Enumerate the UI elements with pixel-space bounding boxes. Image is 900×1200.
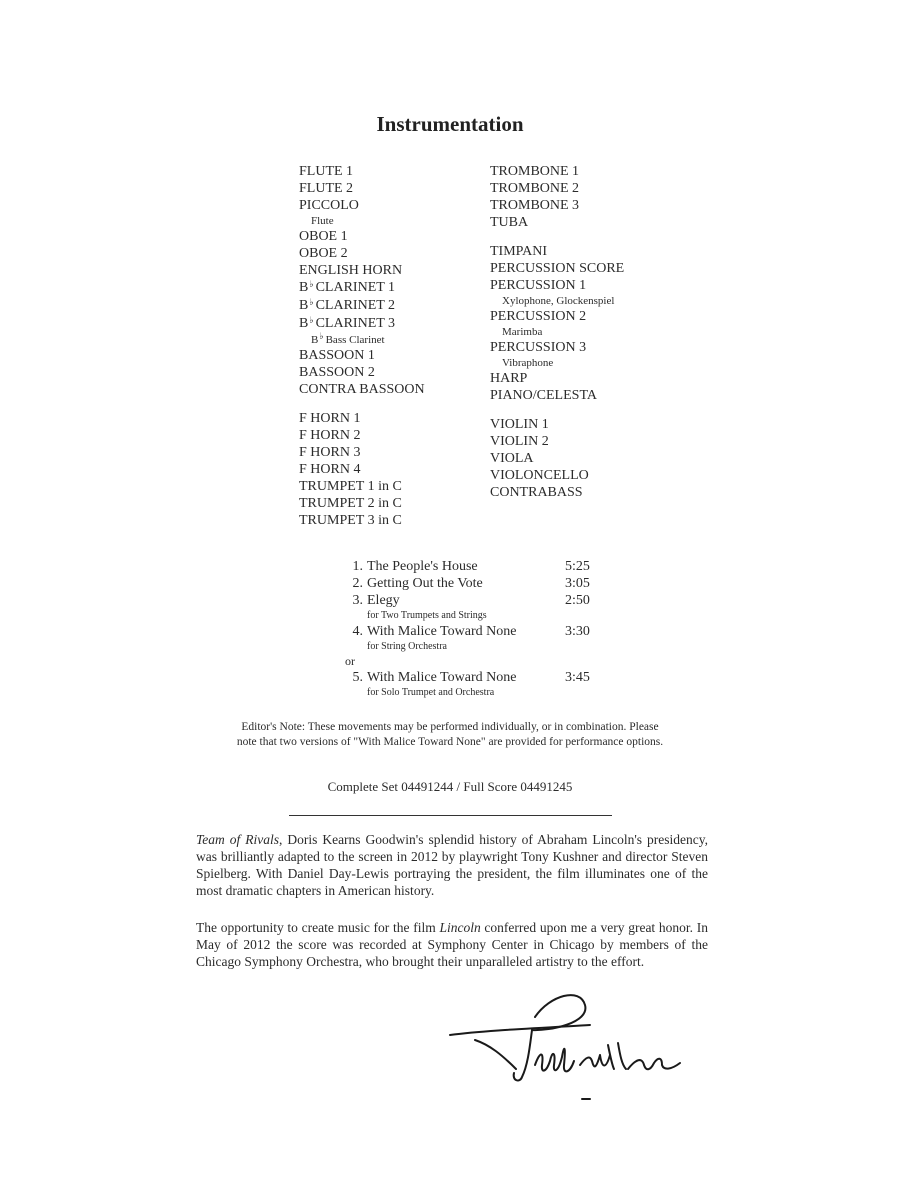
movement-duration: 3:45 — [565, 670, 590, 685]
movement-number: 2. — [352, 576, 363, 591]
instrument-name: TROMBONE 2 — [490, 181, 580, 196]
instrument-name: ENGLISH HORN — [299, 263, 403, 278]
instrument-name: FLUTE 1 — [299, 164, 354, 179]
key-letter: B — [299, 316, 309, 331]
film-title: Lincoln — [439, 920, 481, 935]
instrument-trombone-3 — [490, 197, 624, 214]
movement-duration: 2:50 — [565, 593, 590, 608]
instrument-name: VIOLIN 2 — [490, 434, 549, 449]
movement-number: 3. — [352, 593, 363, 608]
instrument-harp — [490, 370, 624, 387]
instrument-name: Flute — [311, 215, 334, 227]
instrument-timpani — [490, 243, 624, 260]
instrument-clarinet-3 — [299, 315, 425, 333]
movement-duration: 3:05 — [565, 576, 590, 591]
instrument-trombone-2 — [490, 180, 624, 197]
flat-sign: ♭ — [309, 315, 314, 325]
instrument-trumpet-3-in-c — [299, 512, 425, 529]
movement-scoring: for Solo Trumpet and Orchestra — [367, 687, 495, 698]
instrument-name: F HORN 1 — [299, 411, 361, 426]
flat-sign: ♭ — [309, 279, 314, 289]
editor-note — [0, 720, 900, 750]
instrument-percussion-score — [490, 260, 624, 277]
instrument-name: OBOE 2 — [299, 246, 348, 261]
instrument-name: F HORN 2 — [299, 428, 361, 443]
instrument-piano-celesta — [490, 387, 624, 404]
paragraph-1-text: , Doris Kearns Goodwin's splendid history of Abraham Lincoln's presidency, was brilliantly adapted to the screen in 2012 by playwright Tony Kushner and director Steven Spielberg. With Daniel Day-Lewis portraying the president, the film illuminates one of the most dramatic chapters in American history. — [196, 832, 709, 898]
movement-or: or — [345, 654, 355, 668]
instrument-doubling-bass-clarinet — [299, 333, 425, 347]
movement-list — [345, 558, 605, 700]
divider — [289, 815, 612, 816]
instrument-name: TRUMPET 3 in C — [299, 513, 402, 528]
key-letter: B — [299, 298, 309, 313]
instrument-name: CLARINET 1 — [315, 280, 396, 295]
instrument-doubling-xylophone-glockenspiel — [490, 294, 624, 308]
paragraph-2-after: conferred upon me a very great honor. In May of 2012 the score was recorded at Symphony Center in Chicago by members of the Chicago Symphony Orchestra, who brought their unparalleled artistry to the effort. — [196, 920, 708, 969]
instrument-f-horn-3 — [299, 444, 425, 461]
movement-row — [345, 623, 605, 640]
movement-row — [345, 558, 605, 575]
movement-title: With Malice Toward None — [367, 670, 517, 685]
instrument-name: Bass Clarinet — [325, 334, 385, 346]
instrument-name: CONTRA BASSOON — [299, 382, 425, 397]
instrument-violin-2 — [490, 433, 624, 450]
instrument-doubling-vibraphone — [490, 356, 624, 370]
instrument-name: PERCUSSION 2 — [490, 309, 587, 324]
instrument-name: TRUMPET 1 in C — [299, 479, 402, 494]
instrument-name: PICCOLO — [299, 198, 359, 213]
instrument-name: Xylophone, Glockenspiel — [502, 295, 615, 307]
instrument-name: VIOLONCELLO — [490, 468, 589, 483]
spacer — [299, 398, 425, 410]
instrument-name: TRUMPET 2 in C — [299, 496, 402, 511]
instrument-name: PERCUSSION 3 — [490, 340, 587, 355]
instrument-percussion-3 — [490, 339, 624, 356]
movement-number: 1. — [352, 559, 363, 574]
instrument-name: BASSOON 2 — [299, 365, 375, 380]
instrument-trumpet-2-in-c — [299, 495, 425, 512]
instrument-name: PIANO/CELESTA — [490, 388, 597, 403]
instrument-doubling-flute — [299, 214, 425, 228]
editor-note-line-2: note that two versions of "With Malice Toward None" are provided for performance options. — [236, 736, 664, 748]
signature — [440, 985, 700, 1115]
page-title: Instrumentation — [376, 112, 524, 136]
paragraph-2-before: The opportunity to create music for the film — [196, 920, 440, 935]
movement-title: Getting Out the Vote — [367, 576, 483, 591]
instrument-flute-2 — [299, 180, 425, 197]
instrument-english-horn — [299, 262, 425, 279]
instrument-bassoon-1 — [299, 347, 425, 364]
editor-note-line-1: Editor's Note: These movements may be performed individually, or in combination. Please — [241, 721, 659, 733]
movement-number: 5. — [352, 670, 363, 685]
movement-row — [345, 575, 605, 592]
instrument-name: VIOLA — [490, 451, 534, 466]
instrument-doubling-marimba — [490, 325, 624, 339]
instrument-name: VIOLIN 1 — [490, 417, 549, 432]
book-title: Team of Rivals — [196, 832, 279, 847]
instrument-oboe-1 — [299, 228, 425, 245]
instrument-clarinet-2 — [299, 297, 425, 315]
movement-row — [345, 669, 605, 686]
instrument-oboe-2 — [299, 245, 425, 262]
instrument-name: PERCUSSION SCORE — [490, 261, 625, 276]
instrument-trombone-1 — [490, 163, 624, 180]
instrument-name: TROMBONE 3 — [490, 198, 580, 213]
catalog-numbers: Complete Set 04491244 / Full Score 04491245 — [327, 779, 573, 794]
instrument-name: OBOE 1 — [299, 229, 348, 244]
key-letter: B — [299, 280, 309, 295]
intro-paragraph-1 — [196, 831, 708, 899]
spacer — [490, 404, 624, 416]
instrument-tuba — [490, 214, 624, 231]
instrument-piccolo — [299, 197, 425, 214]
instrument-flute-1 — [299, 163, 425, 180]
instrument-name: CLARINET 2 — [315, 298, 396, 313]
instrument-name: Vibraphone — [502, 357, 554, 369]
movement-title: With Malice Toward None — [367, 624, 517, 639]
instrument-viola — [490, 450, 624, 467]
movement-scoring: for String Orchestra — [367, 641, 447, 652]
movement-duration: 5:25 — [565, 559, 590, 574]
instrument-list-right — [490, 163, 624, 501]
instrument-contrabass — [490, 484, 624, 501]
instrument-violoncello — [490, 467, 624, 484]
instrument-bassoon-2 — [299, 364, 425, 381]
flat-sign: ♭ — [319, 331, 324, 341]
movement-title: Elegy — [367, 593, 400, 608]
instrument-name: HARP — [490, 371, 528, 386]
instrument-name: TROMBONE 1 — [490, 164, 580, 179]
instrument-contra-bassoon — [299, 381, 425, 398]
instrument-name: F HORN 4 — [299, 462, 361, 477]
instrument-clarinet-1 — [299, 279, 425, 297]
instrument-violin-1 — [490, 416, 624, 433]
instrument-name: F HORN 3 — [299, 445, 361, 460]
instrument-name: BASSOON 1 — [299, 348, 375, 363]
instrument-list-left — [299, 163, 425, 529]
movement-row — [345, 592, 605, 609]
instrument-name: TIMPANI — [490, 244, 548, 259]
spacer — [490, 231, 624, 243]
key-letter: B — [311, 334, 319, 346]
instrument-f-horn-2 — [299, 427, 425, 444]
instrument-f-horn-1 — [299, 410, 425, 427]
instrument-name: CLARINET 3 — [315, 316, 396, 331]
instrument-name: Marimba — [502, 326, 543, 338]
instrument-name: PERCUSSION 1 — [490, 278, 587, 293]
instrument-percussion-1 — [490, 277, 624, 294]
movement-scoring: for Two Trumpets and Strings — [367, 610, 487, 621]
instrument-trumpet-1-in-c — [299, 478, 425, 495]
instrument-percussion-2 — [490, 308, 624, 325]
instrument-name: TUBA — [490, 215, 529, 230]
instrument-f-horn-4 — [299, 461, 425, 478]
intro-paragraph-2 — [196, 919, 708, 970]
movement-duration: 3:30 — [565, 624, 590, 639]
movement-title: The People's House — [367, 559, 478, 574]
flat-sign: ♭ — [309, 297, 314, 307]
instrument-name: CONTRABASS — [490, 485, 583, 500]
instrument-name: FLUTE 2 — [299, 181, 354, 196]
movement-number: 4. — [352, 624, 363, 639]
